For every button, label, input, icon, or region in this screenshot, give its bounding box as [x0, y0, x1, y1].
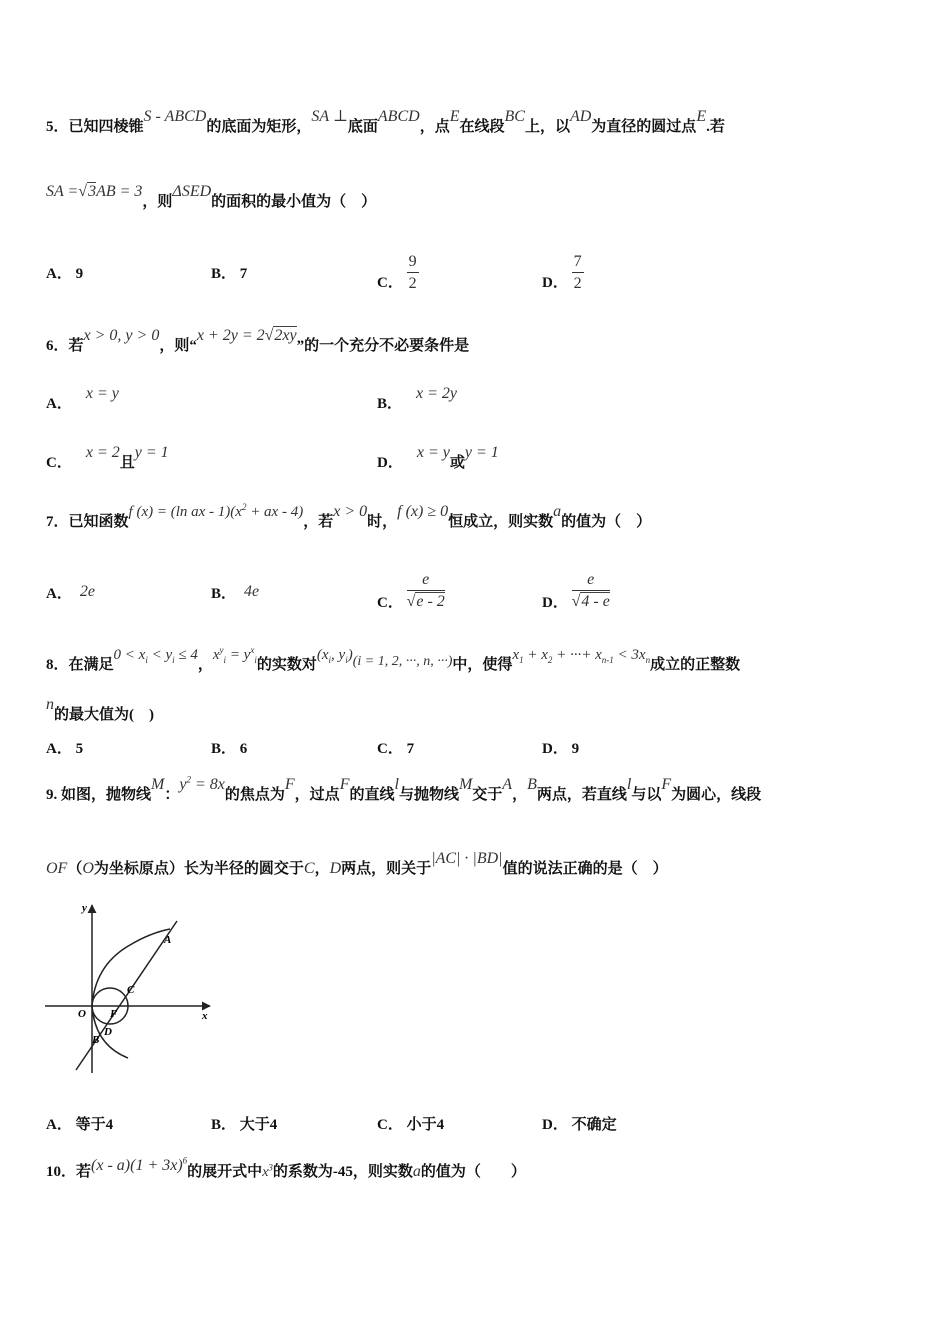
option-a[interactable]	[46, 582, 95, 603]
math: SA ⊥	[311, 108, 348, 125]
text: 的面积的最小值为（ ）	[211, 194, 377, 210]
text: 为坐标原点）长为半径的圆交于	[93, 861, 304, 877]
text: ，过点	[294, 787, 340, 803]
text: 已知四棱锥	[68, 119, 144, 135]
text: ，则“	[159, 338, 197, 354]
option-a[interactable]	[46, 385, 119, 413]
math: M	[458, 776, 473, 793]
math-part: x	[250, 645, 255, 655]
math: l	[394, 776, 399, 793]
math: x + 2y = 2√2xy	[196, 327, 297, 344]
option-a[interactable]	[46, 737, 83, 758]
option-label: A．	[46, 1117, 72, 1133]
math	[129, 504, 304, 520]
math: SA =√3AB = 3	[46, 183, 143, 200]
math-part: y	[179, 776, 187, 793]
option-b[interactable]	[377, 385, 458, 413]
math: 4e	[244, 583, 260, 600]
text: ”的一个充分不必要条件是	[296, 338, 470, 354]
numerator: e	[572, 570, 610, 591]
option-value: 6	[239, 741, 248, 757]
math-part: 2	[241, 502, 247, 512]
math: x = 2y	[416, 385, 458, 402]
denominator: 2	[573, 275, 582, 292]
math	[512, 647, 650, 663]
fig-label-a: A	[164, 934, 172, 946]
option-label: D．	[542, 274, 568, 291]
option-c[interactable]	[377, 1113, 444, 1134]
question-9-line-1	[46, 774, 910, 804]
math: n	[46, 696, 54, 713]
math: F	[339, 776, 350, 793]
math: BC	[504, 108, 525, 125]
math-part: i	[254, 655, 257, 665]
math: F	[661, 776, 672, 793]
math-part: 3	[268, 1162, 273, 1173]
option-label: C．	[377, 274, 403, 291]
numerator: e	[407, 570, 445, 591]
text: 成立的正整数	[650, 657, 741, 673]
numerator: 9	[407, 252, 419, 273]
math-part: = 8x	[190, 776, 225, 793]
option-a[interactable]	[46, 1113, 113, 1134]
math-part: n	[645, 655, 651, 665]
math-part: ≤ 4	[174, 647, 198, 663]
option-label: A．	[46, 741, 72, 757]
math-part: SA =	[46, 183, 79, 200]
text: ，	[197, 657, 213, 673]
option-b[interactable]	[211, 582, 259, 603]
option-label: D．	[377, 455, 403, 471]
option-c[interactable]	[377, 571, 445, 625]
math: O	[82, 860, 94, 877]
math	[91, 1157, 187, 1174]
question-8-line-2	[46, 696, 910, 724]
option-value: 5	[75, 741, 84, 757]
option-b[interactable]	[211, 737, 247, 758]
math: B	[527, 776, 537, 793]
math: OF	[46, 860, 68, 877]
text: ，点	[419, 119, 450, 135]
fraction	[407, 570, 445, 613]
math-part: e - 2	[416, 593, 445, 610]
math-part: < y	[147, 647, 173, 663]
math-part: 0 < x	[113, 647, 146, 663]
fraction	[407, 252, 419, 295]
option-label: C．	[377, 1117, 403, 1133]
math-part: 2xy	[274, 327, 297, 344]
math: (i = 1, 2, ···, n, ···)	[352, 654, 453, 669]
text: 的焦点为	[224, 787, 285, 803]
option-value: 大于4	[239, 1117, 278, 1133]
text: 与以	[631, 787, 662, 803]
fig-label-c: C	[127, 984, 135, 996]
math: x = y	[85, 385, 119, 402]
option-label: B．	[211, 741, 237, 757]
option-c[interactable]	[46, 444, 169, 472]
text: .若	[706, 119, 725, 135]
option-label: A．	[46, 396, 72, 412]
option-value: 7	[406, 741, 415, 757]
math-part: x	[262, 1165, 269, 1180]
math-part: i	[223, 655, 227, 665]
text: 若	[76, 1164, 92, 1180]
option-value: 9	[571, 741, 580, 757]
option-value: 不确定	[571, 1117, 617, 1133]
math: l	[626, 776, 632, 793]
text: 或	[449, 455, 465, 471]
math-part: + x	[523, 647, 548, 663]
text: 两点，则关于	[341, 861, 432, 877]
text: ：	[164, 787, 180, 803]
math	[262, 1162, 273, 1180]
text: 的值为（ ）	[420, 1164, 526, 1180]
option-label: A．	[46, 266, 72, 282]
option-d[interactable]	[542, 253, 584, 305]
option-a[interactable]	[46, 262, 83, 283]
math	[179, 776, 225, 793]
math-part: i	[328, 655, 332, 665]
math	[213, 647, 257, 663]
math-part: (x	[316, 647, 329, 663]
question-7	[46, 502, 910, 531]
option-d[interactable]	[377, 444, 499, 472]
text: 若	[68, 338, 84, 354]
text: 的值为（ ）	[561, 514, 652, 530]
math-part: )	[347, 647, 353, 663]
math: |AC| · |BD|	[431, 850, 503, 867]
option-label: C．	[377, 741, 403, 757]
math: y = 1	[134, 444, 169, 461]
text: 与抛物线	[398, 787, 459, 803]
option-b[interactable]	[211, 1113, 277, 1134]
text: 为直径的圆过点	[591, 119, 697, 135]
math: 2e	[79, 583, 95, 600]
math-part: 6	[182, 1155, 188, 1166]
math-part: x + 2y = 2	[196, 327, 265, 344]
math-part: = y	[226, 647, 251, 663]
question-number: 10．	[46, 1164, 77, 1180]
math-part: + ax - 4)	[246, 504, 304, 520]
text: 上，以	[524, 119, 570, 135]
fig-label-f: F	[110, 1008, 118, 1020]
math: a	[553, 503, 562, 520]
text: 的系数为-45，则实数	[272, 1164, 413, 1180]
option-label: D．	[542, 1117, 568, 1133]
math: A	[502, 776, 513, 793]
question-9-line-2	[46, 850, 910, 878]
math-part: 2	[186, 774, 191, 785]
text: ，	[512, 787, 528, 803]
text: 底面	[347, 119, 378, 135]
denominator: 2	[408, 275, 417, 292]
math: x = 2	[85, 444, 120, 461]
math: x = y	[416, 444, 450, 461]
option-b[interactable]	[211, 262, 247, 283]
math-part: 2	[547, 655, 553, 665]
question-number: 6．	[46, 338, 69, 354]
math: ΔSED	[172, 183, 212, 200]
math-part: + ···+ x	[552, 647, 602, 663]
math-part: x	[512, 647, 520, 663]
question-5-line-1	[46, 108, 910, 136]
text: （	[67, 861, 83, 877]
math	[317, 647, 353, 663]
math-part: AB = 3	[96, 183, 143, 200]
math-part: i	[345, 655, 348, 665]
option-label: B．	[211, 586, 237, 602]
fig-label-x: x	[202, 1010, 208, 1022]
text: 时，	[367, 514, 398, 530]
question-number: 9.	[46, 787, 61, 803]
math: x > 0, y > 0	[83, 327, 160, 344]
text: 的实数对	[256, 657, 317, 673]
math: a	[412, 1163, 421, 1180]
fraction	[572, 252, 584, 295]
math: S - ABCD	[143, 108, 207, 125]
option-label: C．	[46, 455, 72, 471]
denominator: √4 - e	[571, 593, 610, 610]
math: f (x) ≥ 0	[397, 503, 449, 520]
math-part: n-1	[601, 655, 614, 665]
math-part: (x - a)(1 + 3x)	[91, 1157, 183, 1174]
text: 在满足	[68, 657, 114, 673]
math-part: 4 - e	[581, 593, 610, 610]
math	[114, 647, 198, 663]
question-number: 8．	[46, 657, 69, 673]
math: E	[449, 108, 460, 125]
option-c[interactable]	[377, 737, 414, 758]
option-value: 等于4	[75, 1117, 114, 1133]
question-number: 7．	[46, 514, 69, 530]
text: ，则	[142, 194, 173, 210]
question-8-line-1	[46, 645, 910, 675]
math-part: y	[219, 645, 224, 655]
option-value: 9	[75, 266, 84, 282]
text: 的直线	[349, 787, 395, 803]
math: M	[151, 776, 165, 793]
text: 两点，若直线	[536, 787, 627, 803]
math-part: 1	[519, 655, 524, 665]
math-part: f (x) = (ln ax - 1)(x	[128, 504, 242, 520]
text: 中，使得	[452, 657, 513, 673]
option-label: D．	[542, 741, 568, 757]
fig-label-b: B	[92, 1034, 100, 1046]
option-value: 7	[239, 266, 248, 282]
fig-label-y: y	[82, 902, 87, 914]
math-part: 3	[88, 183, 97, 200]
option-label: B．	[377, 396, 403, 412]
text: 已知函数	[68, 514, 129, 530]
option-c[interactable]	[377, 253, 419, 305]
text: 如图，抛物线	[61, 787, 152, 803]
math-part: i	[172, 655, 175, 665]
text: 的底面为矩形，	[206, 119, 312, 135]
text: 为圆心，线段	[671, 787, 762, 803]
text: ，	[314, 861, 330, 877]
option-d[interactable]	[542, 1113, 617, 1134]
text: 值的说法正确的是（ ）	[502, 861, 668, 877]
text: 的展开式中	[187, 1164, 263, 1180]
question-5-line-2	[46, 183, 910, 211]
question-10	[46, 1155, 910, 1181]
fig-label-d: D	[104, 1026, 112, 1038]
math: F	[284, 776, 295, 793]
text: 的最大值为( )	[54, 707, 154, 723]
question-6	[46, 327, 910, 355]
math: E	[696, 108, 707, 125]
math: D	[329, 860, 342, 877]
fraction	[572, 570, 610, 613]
option-label: C．	[377, 594, 403, 611]
math: x > 0	[333, 503, 368, 520]
option-label: D．	[542, 594, 568, 611]
text: 且	[119, 455, 135, 471]
math: y = 1	[464, 444, 499, 461]
option-d[interactable]	[542, 571, 610, 625]
text: ，若	[303, 514, 334, 530]
text: 恒成立，则实数	[448, 514, 554, 530]
fig-label-o: O	[78, 1008, 86, 1020]
math: ABCD	[377, 108, 420, 125]
parabola-figure	[40, 895, 220, 1080]
option-label: A．	[46, 586, 72, 602]
option-value: 小于4	[406, 1117, 445, 1133]
math-part: < 3x	[613, 647, 646, 663]
text: 在线段	[459, 119, 505, 135]
denominator: √e - 2	[406, 593, 445, 610]
math: AD	[569, 108, 592, 125]
option-label: B．	[211, 1117, 237, 1133]
option-d[interactable]	[542, 737, 579, 758]
option-label: B．	[211, 266, 237, 282]
numerator: 7	[572, 252, 584, 273]
question-number: 5．	[46, 119, 69, 135]
text: 交于	[472, 787, 503, 803]
math: C	[303, 860, 315, 877]
math-part: x	[212, 647, 220, 663]
math-part: , y	[331, 647, 346, 663]
math-part: i	[145, 655, 148, 665]
